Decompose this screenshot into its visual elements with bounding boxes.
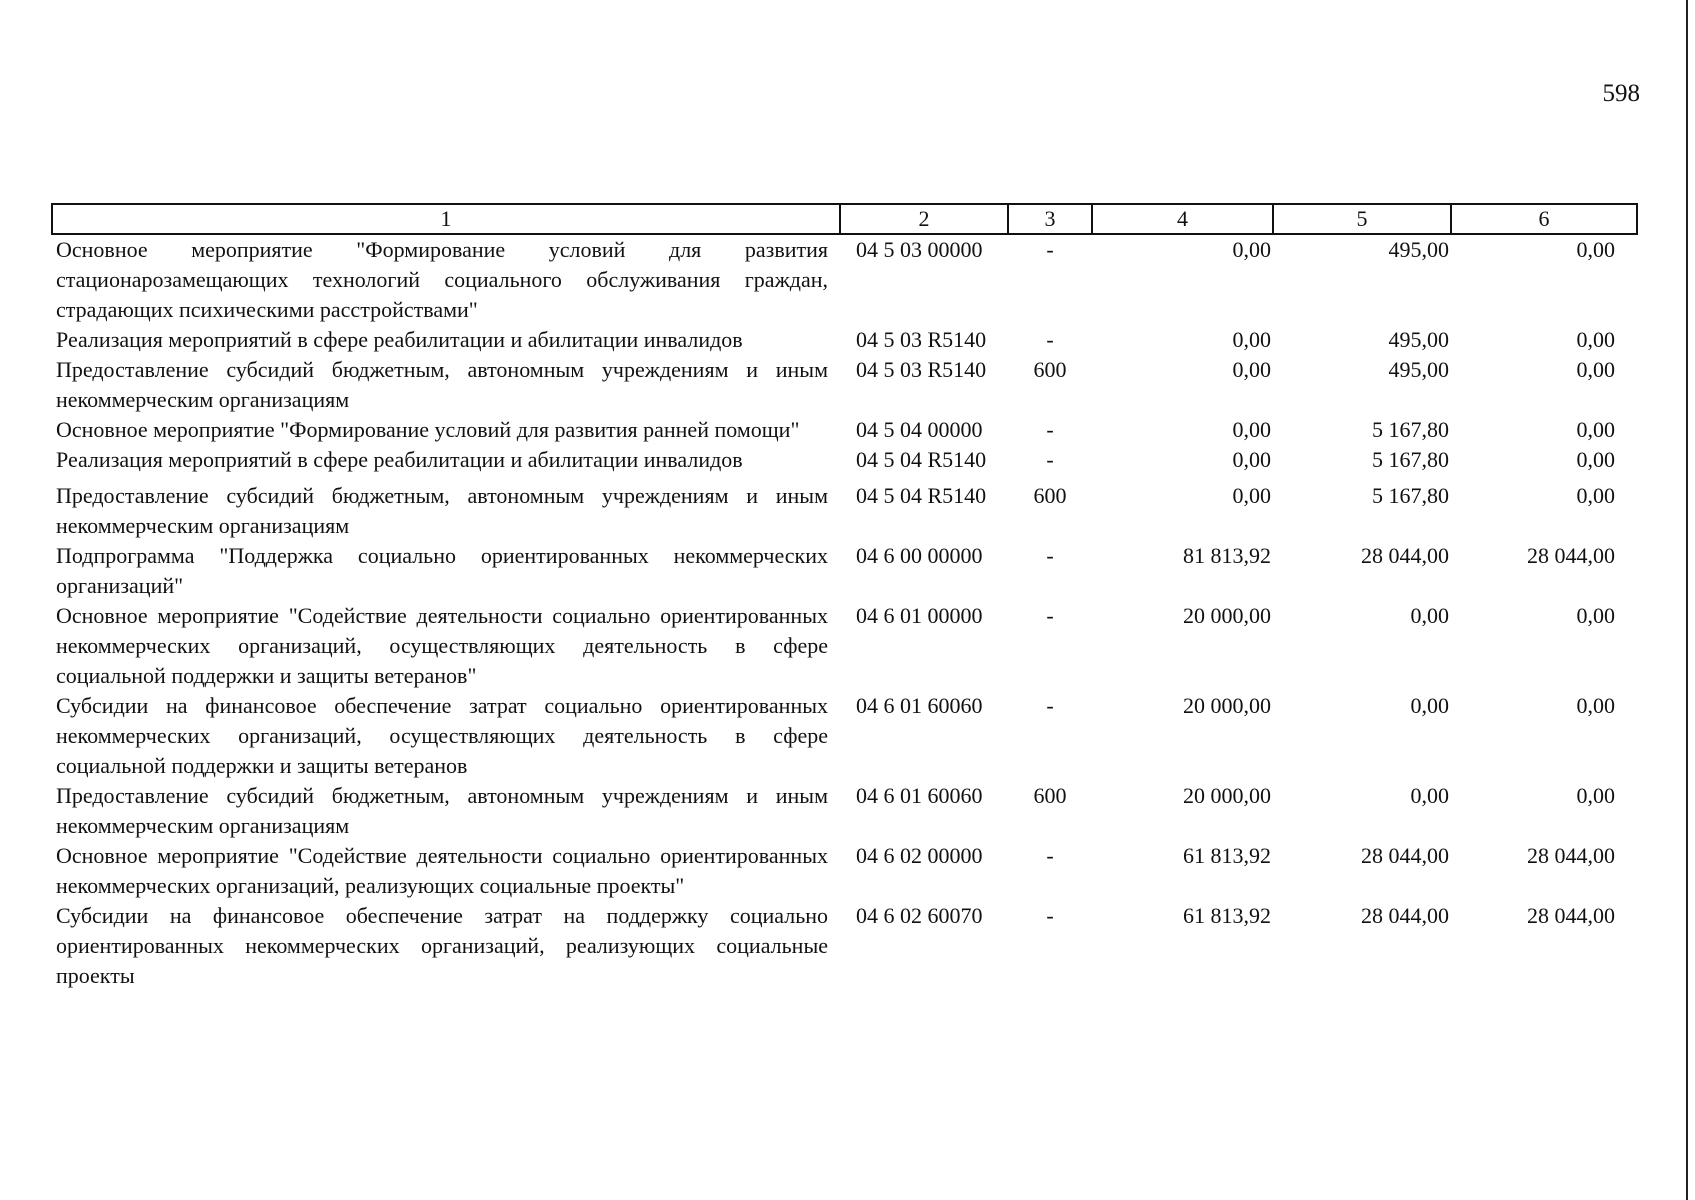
- header-col-6: 6: [1451, 204, 1637, 234]
- row-value-4: 20 000,00: [1183, 783, 1271, 808]
- table-row: [52, 325, 1637, 355]
- row-code: 04 6 01 60060: [856, 783, 983, 808]
- header-col-2: 2: [840, 204, 1008, 234]
- row-name: Субсидии на финансовое обеспечение затрат на поддержку социально ориентированных некоммерческих организаций, реализующих социальные проекты: [56, 903, 828, 988]
- row-value-4: 0,00: [1232, 483, 1271, 508]
- row-value-6: 0,00: [1576, 783, 1615, 808]
- row-value-4: 61 813,92: [1183, 903, 1271, 928]
- row-code: 04 5 03 R5140: [856, 327, 987, 352]
- row-value-5: 5 167,80: [1372, 417, 1449, 442]
- row-value-6: 28 044,00: [1527, 843, 1615, 868]
- row-code: 04 6 00 00000: [856, 543, 983, 568]
- row-code: 04 5 04 00000: [856, 417, 983, 442]
- row-name: Предоставление субсидий бюджетным, автономным учреждениям и иным некоммерческим организациям: [56, 483, 828, 538]
- table-row: [52, 541, 1637, 601]
- row-name: Основное мероприятие "Содействие деятельности социально ориентированных некоммерческих организаций, осуществляющих деятельность в сфере социальной поддержки и защиты ветеранов": [56, 603, 828, 688]
- header-row: [52, 204, 1637, 234]
- row-value-4: 0,00: [1232, 447, 1271, 472]
- budget-table: [51, 203, 1638, 991]
- table-row: [52, 601, 1637, 691]
- row-code: 04 6 02 60070: [856, 903, 983, 928]
- row-type: -: [1046, 237, 1054, 262]
- row-type: -: [1046, 543, 1054, 568]
- row-name: Субсидии на финансовое обеспечение затрат социально ориентированных некоммерческих организаций, осуществляющих деятельность в сфере социальной поддержки и защиты ветеранов: [56, 693, 828, 778]
- row-value-4: 81 813,92: [1183, 543, 1271, 568]
- row-value-4: 20 000,00: [1183, 603, 1271, 628]
- row-value-6: 0,00: [1576, 447, 1615, 472]
- table-row: [52, 901, 1637, 991]
- row-name: Реализация мероприятий в сфере реабилитации и абилитации инвалидов: [56, 327, 743, 352]
- row-value-4: 0,00: [1232, 417, 1271, 442]
- table-body: [52, 234, 1637, 991]
- table-row: [52, 781, 1637, 841]
- row-value-6: 28 044,00: [1527, 903, 1615, 928]
- row-type: -: [1046, 903, 1054, 928]
- header-col-4: 4: [1092, 204, 1273, 234]
- row-value-6: 0,00: [1576, 417, 1615, 442]
- table-row: [52, 841, 1637, 901]
- row-value-5: 28 044,00: [1361, 543, 1449, 568]
- row-value-4: 0,00: [1232, 357, 1271, 382]
- row-type: 600: [1033, 483, 1067, 508]
- table-header: [52, 204, 1637, 234]
- row-value-4: 20 000,00: [1183, 693, 1271, 718]
- row-code: 04 5 03 00000: [856, 237, 983, 262]
- row-name: Основное мероприятие "Формирование условий для развития ранней помощи": [56, 417, 800, 442]
- row-value-6: 0,00: [1576, 693, 1615, 718]
- row-name: Предоставление субсидий бюджетным, автономным учреждениям и иным некоммерческим организациям: [56, 357, 828, 412]
- table-row: [52, 355, 1637, 415]
- row-value-5: 5 167,80: [1372, 447, 1449, 472]
- row-name: Основное мероприятие "Формирование условий для развития стационарозамещающих технологий социального обслуживания граждан, страдающих психическими расстройствами": [56, 237, 828, 322]
- row-type: -: [1046, 843, 1054, 868]
- row-value-4: 0,00: [1232, 327, 1271, 352]
- table-row: [52, 691, 1637, 781]
- row-name: Подпрограмма "Поддержка социально ориентированных некоммерческих организаций": [56, 543, 828, 598]
- row-value-5: 495,00: [1388, 357, 1449, 382]
- row-value-5: 0,00: [1410, 603, 1449, 628]
- header-col-5: 5: [1273, 204, 1451, 234]
- row-type: 600: [1033, 357, 1067, 382]
- row-code: 04 6 02 00000: [856, 843, 983, 868]
- row-value-5: 495,00: [1388, 237, 1449, 262]
- row-name: Предоставление субсидий бюджетным, автономным учреждениям и иным некоммерческим организациям: [56, 783, 828, 838]
- row-code: 04 6 01 60060: [856, 693, 983, 718]
- row-value-5: 28 044,00: [1361, 843, 1449, 868]
- row-value-5: 0,00: [1410, 693, 1449, 718]
- row-value-6: 0,00: [1576, 603, 1615, 628]
- row-value-5: 5 167,80: [1372, 483, 1449, 508]
- row-value-6: 0,00: [1576, 483, 1615, 508]
- row-value-6: 0,00: [1576, 237, 1615, 262]
- row-value-5: 28 044,00: [1361, 903, 1449, 928]
- row-type: -: [1046, 603, 1054, 628]
- row-type: -: [1046, 327, 1054, 352]
- row-value-6: 0,00: [1576, 327, 1615, 352]
- row-value-5: 495,00: [1388, 327, 1449, 352]
- row-value-6: 28 044,00: [1527, 543, 1615, 568]
- row-value-4: 0,00: [1232, 237, 1271, 262]
- row-code: 04 5 04 R5140: [856, 483, 987, 508]
- row-name: Реализация мероприятий в сфере реабилитации и абилитации инвалидов: [56, 447, 743, 472]
- row-type: -: [1046, 693, 1054, 718]
- row-name: Основное мероприятие "Содействие деятельности социально ориентированных некоммерческих организаций, реализующих социальные проекты": [56, 843, 828, 898]
- row-value-4: 61 813,92: [1183, 843, 1271, 868]
- table-row: [52, 415, 1637, 445]
- row-value-6: 0,00: [1576, 357, 1615, 382]
- header-col-3: 3: [1008, 204, 1092, 234]
- page-edge-line: [1686, 0, 1688, 1200]
- row-type: 600: [1033, 783, 1067, 808]
- page-number: 598: [1602, 80, 1640, 107]
- row-type: -: [1046, 417, 1054, 442]
- row-code: 04 6 01 00000: [856, 603, 983, 628]
- table-row: [52, 234, 1637, 325]
- row-type: -: [1046, 447, 1054, 472]
- header-col-1: 1: [52, 204, 840, 234]
- table-row: [52, 445, 1637, 475]
- row-code: 04 5 03 R5140: [856, 357, 987, 382]
- row-value-5: 0,00: [1410, 783, 1449, 808]
- table-row: [52, 475, 1637, 541]
- row-code: 04 5 04 R5140: [856, 447, 987, 472]
